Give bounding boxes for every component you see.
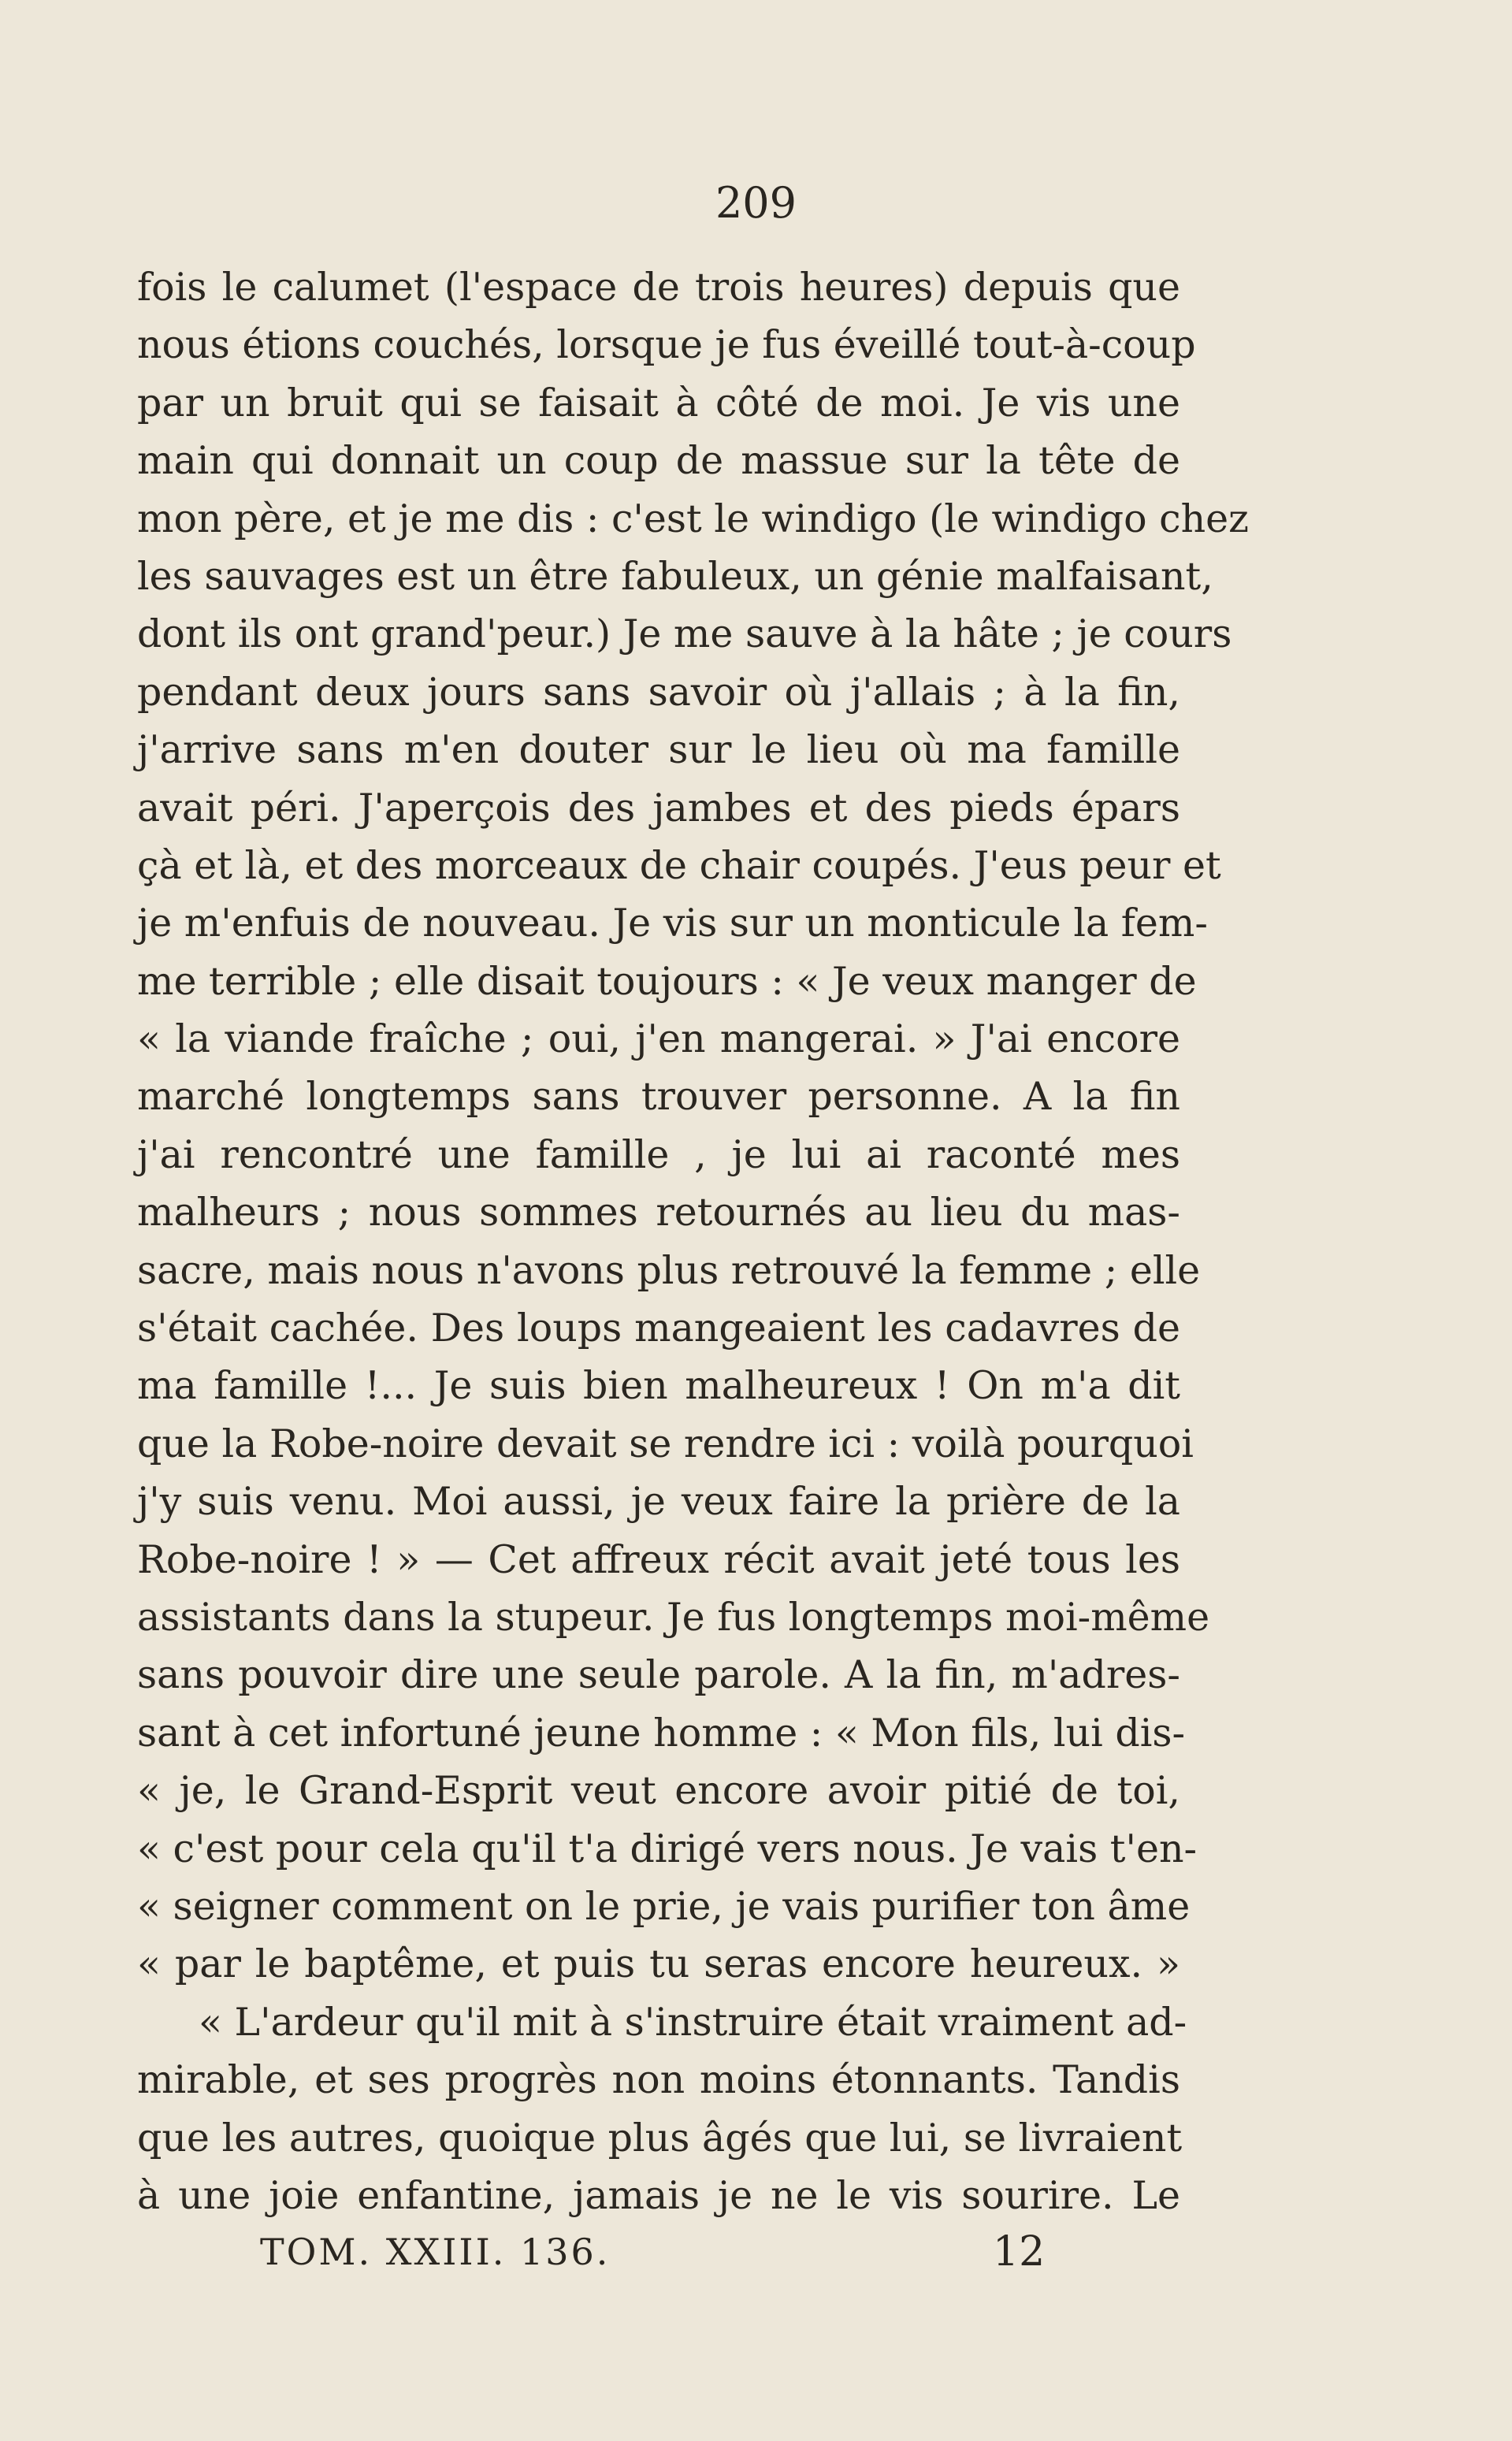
text-line: « L'ardeur qu'il mit à s'instruire était vraiment ad- — [199, 1999, 1187, 2045]
text-line: fois le calumet (l'espace de trois heures) depuis que — [137, 265, 1180, 310]
text-line: à une joie enfantine, jamais je ne le vis sourire. Le — [137, 2172, 1180, 2218]
text-line: mon père, et je me dis : c'est le windigo (le windigo chez — [137, 496, 1249, 541]
text-line: « la viande fraîche ; oui, j'en mangerai. » J'ai encore — [137, 1016, 1180, 1062]
text-line: que les autres, quoique plus âgés que lui, se livraient — [137, 2115, 1183, 2160]
text-line: « seigner comment on le prie, je vais purifier ton âme — [137, 1883, 1191, 1929]
text-line: j'arrive sans m'en douter sur le lieu où ma famille — [137, 727, 1180, 773]
printer-signature: TOM. XXIII. 136. — [260, 2231, 611, 2273]
text-line: par un bruit qui se faisait à côté de moi. Je vis une — [137, 380, 1180, 425]
body-text — [137, 258, 1249, 2224]
page-number: 209 — [715, 178, 797, 228]
text-line: j'ai rencontré une famille , je lui ai raconté mes — [137, 1131, 1180, 1177]
sheet-number: 12 — [993, 2228, 1046, 2276]
text-line: « c'est pour cela qu'il t'a dirigé vers nous. Je vais t'en- — [137, 1826, 1198, 1871]
text-line: que la Robe-noire devait se rendre ici : voilà pourquoi — [137, 1421, 1194, 1466]
text-line: nous étions couchés, lorsque je fus éveillé tout-à-coup — [137, 322, 1196, 368]
text-line: « par le baptême, et puis tu seras encore heureux. » — [137, 1941, 1180, 1987]
text-line: assistants dans la stupeur. Je fus longtemps moi-même — [137, 1594, 1210, 1640]
text-line: je m'enfuis de nouveau. Je vis sur un monticule la fem- — [137, 901, 1208, 946]
text-line: ma famille !... Je suis bien malheureux ! On m'a dit — [137, 1363, 1180, 1409]
text-line: main qui donnait un coup de massue sur la tête de — [137, 438, 1180, 484]
text-line: marché longtemps sans trouver personne. A la fin — [137, 1074, 1180, 1120]
text-line: s'était cachée. Des loups mangeaient les cadavres de — [137, 1306, 1180, 1351]
text-line: avait péri. J'aperçois des jambes et des pieds épars — [137, 785, 1180, 830]
text-line: dont ils ont grand'peur.) Je me sauve à la hâte ; je cours — [137, 611, 1232, 657]
text-line: Robe-noire ! » — Cet affreux récit avait jeté tous les — [137, 1536, 1180, 1582]
text-line: mirable, et ses progrès non moins étonnants. Tandis — [137, 2057, 1180, 2103]
page-footer — [260, 2220, 1048, 2283]
text-line: çà et là, et des morceaux de chair coupés. J'eus peur et — [137, 842, 1221, 888]
text-line: j'y suis venu. Moi aussi, je veux faire la prière de la — [137, 1479, 1180, 1525]
text-line: malheurs ; nous sommes retournés au lieu du mas- — [137, 1190, 1180, 1235]
text-line: me terrible ; elle disait toujours : « Je veux manger de — [137, 958, 1197, 1004]
text-line: « je, le Grand-Esprit veut encore avoir pitié de toi, — [137, 1768, 1180, 1814]
text-line: sant à cet infortuné jeune homme : « Mon fils, lui dis- — [137, 1710, 1186, 1756]
text-line: sans pouvoir dire une seule parole. A la fin, m'adres- — [137, 1652, 1180, 1698]
text-line: les sauvages est un être fabuleux, un génie malfaisant, — [137, 553, 1213, 599]
text-line: pendant deux jours sans savoir où j'allais ; à la fin, — [137, 669, 1180, 715]
text-line: sacre, mais nous n'avons plus retrouvé la femme ; elle — [137, 1247, 1201, 1293]
